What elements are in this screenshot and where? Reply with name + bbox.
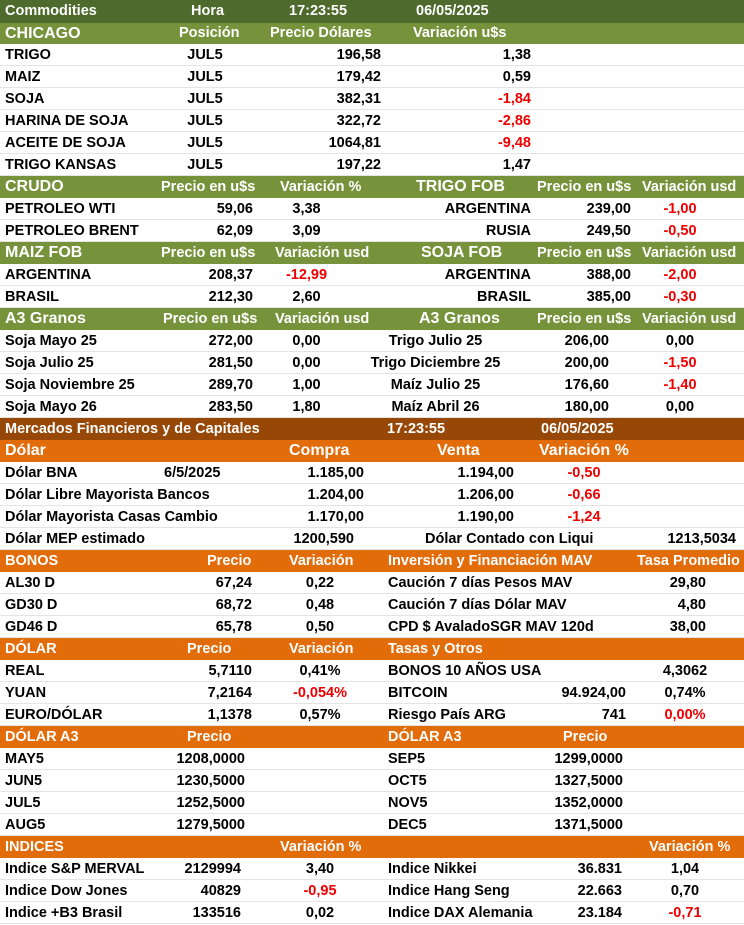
commodity-price: 1064,81 — [328, 135, 381, 151]
index-value-left: 133516 — [192, 905, 241, 921]
currency-price: 5,7110 — [208, 663, 252, 679]
a3-left-item-name: Soja Mayo 25 — [5, 333, 97, 349]
commodity-price: 382,31 — [336, 91, 381, 107]
mav-item-rate: 38,00 — [669, 619, 706, 635]
dolar-ccl-label: Dólar Contado con Liqui — [425, 531, 594, 547]
bono-price: 68,72 — [215, 597, 252, 613]
a3-left-item-variation: 0,00 — [292, 333, 321, 349]
crudo-header — [0, 176, 744, 198]
indices-row — [0, 880, 744, 902]
bonos-row — [0, 616, 744, 638]
left-item-variation: -12,99 — [285, 267, 328, 283]
mav-item-name: Caución 7 días Pesos MAV — [388, 575, 573, 591]
maiz-soja-row — [0, 264, 744, 286]
tasa-item-variation: 4,3062 — [662, 663, 708, 679]
mercados-title: Mercados Financieros y de Capitales — [5, 421, 260, 437]
dolar-venta: 1.190,00 — [457, 509, 514, 525]
index-variation-left: 0,02 — [305, 905, 335, 921]
a3-granos-col-variacion-left: Variación usd — [275, 311, 370, 327]
indices-title: INDICES — [5, 839, 64, 855]
dolar-venta: 1.194,00 — [457, 465, 514, 481]
commodity-position: JUL5 — [187, 113, 223, 129]
dolar-name: Dólar BNA — [5, 465, 78, 481]
commodity-variation: -9,48 — [497, 135, 531, 151]
left-item-name: PETROLEO BRENT — [5, 223, 139, 239]
a3-right-item-variation: -1,50 — [663, 355, 697, 371]
a3-right-item-name: Trigo Diciembre 25 — [370, 355, 501, 371]
tasa-item-value: 94.924,00 — [561, 685, 626, 701]
a3-granos-row — [0, 396, 744, 418]
commodity-position: JUL5 — [187, 91, 223, 107]
dolar-row — [0, 462, 744, 484]
a3-right-item-name: Maíz Abril 26 — [391, 399, 480, 415]
mercados-date: 06/05/2025 — [541, 421, 614, 437]
bono-variation: 0,22 — [305, 575, 335, 591]
title-bar — [0, 0, 744, 23]
left-item-price: 208,37 — [208, 267, 253, 283]
maiz-fob-title: MAIZ FOB — [5, 244, 83, 261]
dolar-a3-price-right: 1327,5000 — [554, 773, 623, 789]
chicago-row — [0, 88, 744, 110]
bono-name: GD30 D — [5, 597, 58, 613]
right-item-variation: -2,00 — [663, 267, 697, 283]
dolar-ccl-value: 1213,5034 — [667, 531, 736, 547]
mav-item-rate: 29,80 — [669, 575, 706, 591]
soja-fob-col-precio: Precio en u$s — [537, 245, 632, 261]
dolar-compra: 1.185,00 — [307, 465, 364, 481]
index-variation-right: 0,70 — [670, 883, 700, 899]
currency-variation: -0,054% — [292, 685, 347, 701]
a3-right-item-variation: -1,40 — [663, 377, 697, 393]
index-name-right: Indice DAX Alemania — [388, 905, 533, 921]
a3-left-item-name: Soja Mayo 26 — [5, 399, 97, 415]
maiz-fob-col-precio: Precio en u$s — [161, 245, 256, 261]
currency-price: 1,1378 — [207, 707, 252, 723]
commodity-name: TRIGO KANSAS — [5, 157, 117, 173]
bonos-title: BONOS — [5, 553, 59, 569]
dolar-a3-price-right: 1352,0000 — [554, 795, 623, 811]
left-item-variation: 3,38 — [292, 201, 321, 217]
left-item-variation: 2,60 — [292, 289, 321, 305]
dolar-a3-month-right: DEC5 — [388, 817, 427, 833]
trigo-fob-title: TRIGO FOB — [416, 178, 505, 195]
chicago-row — [0, 44, 744, 66]
dolar-a3-price-left: 1208,0000 — [176, 751, 245, 767]
right-item-variation: -0,30 — [663, 289, 697, 305]
a3-granos-col-precio-right: Precio en u$s — [537, 311, 632, 327]
tasa-item-name: BONOS 10 AÑOS USA — [388, 663, 542, 679]
dolar-a3-price-left: 1230,5000 — [176, 773, 245, 789]
dolar-a3-header — [0, 726, 744, 748]
title-hora-label: Hora — [191, 3, 225, 19]
index-variation-left: 3,40 — [305, 861, 335, 877]
index-name-left: Indice S&P MERVAL — [5, 861, 145, 877]
a3-right-item-price: 200,00 — [564, 355, 609, 371]
commodity-name: HARINA DE SOJA — [5, 113, 129, 129]
a3-left-item-variation: 1,80 — [292, 399, 321, 415]
index-variation-left: -0,95 — [303, 883, 337, 899]
a3-left-item-variation: 0,00 — [292, 355, 321, 371]
index-value-right: 36.831 — [577, 861, 622, 877]
commodity-position: JUL5 — [187, 157, 223, 173]
dolar-a3-title-left: DÓLAR A3 — [5, 729, 79, 745]
commodity-price: 196,58 — [336, 47, 381, 63]
currency-price: 7,2164 — [207, 685, 252, 701]
mercados-time: 17:23:55 — [387, 421, 446, 437]
a3-granos-row — [0, 352, 744, 374]
dolar-row — [0, 484, 744, 506]
dolar-a3-month-left: JUN5 — [5, 773, 43, 789]
right-item-name: BRASIL — [477, 289, 531, 305]
dolar-variacion: -0,66 — [567, 487, 601, 503]
mav-item-rate: 4,80 — [677, 597, 706, 613]
dolar-col-venta: Venta — [437, 442, 480, 459]
dolar-a3-price-right: 1299,0000 — [554, 751, 623, 767]
left-item-price: 212,30 — [208, 289, 253, 305]
indices-col-variacion-right: Variación % — [649, 839, 731, 855]
right-item-variation: -1,00 — [663, 201, 697, 217]
left-item-name: PETROLEO WTI — [5, 201, 116, 217]
left-item-name: BRASIL — [5, 289, 59, 305]
right-item-price: 385,00 — [586, 289, 631, 305]
bono-price: 67,24 — [215, 575, 252, 591]
tasa-item-name: Riesgo País ARG — [388, 707, 506, 723]
a3-left-item-name: Soja Julio 25 — [5, 355, 94, 371]
dolar-a3-month-left: MAY5 — [5, 751, 44, 767]
maiz-fob-col-variacion: Variación usd — [275, 245, 370, 261]
tasa-item-value: 741 — [601, 707, 626, 723]
currency-variation: 0,41% — [299, 663, 341, 679]
dolar2-col-precio: Precio — [187, 641, 232, 657]
chicago-row — [0, 132, 744, 154]
commodity-variation: 0,59 — [502, 69, 531, 85]
a3-left-item-price: 272,00 — [208, 333, 253, 349]
a3-left-item-name: Soja Noviembre 25 — [5, 377, 135, 393]
commodity-name: SOJA — [5, 91, 45, 107]
dolar-a3-row — [0, 748, 744, 770]
bonos-col-precio: Precio — [207, 553, 252, 569]
dolar-a3-row — [0, 814, 744, 836]
left-item-name: ARGENTINA — [5, 267, 92, 283]
dolar-mep-row — [0, 528, 744, 550]
dolar-variacion: -0,50 — [567, 465, 601, 481]
dolar2-header — [0, 638, 744, 660]
crudo-title: CRUDO — [5, 178, 64, 195]
dolar-compra: 1.170,00 — [307, 509, 364, 525]
dolar-date: 6/5/2025 — [164, 465, 221, 481]
chicago-title: CHICAGO — [5, 25, 81, 42]
index-name-right: Indice Nikkei — [388, 861, 477, 877]
dolar-a3-row — [0, 792, 744, 814]
commodity-variation: 1,47 — [502, 157, 531, 173]
currency-name: YUAN — [5, 685, 47, 701]
a3-right-item-name: Maíz Julio 25 — [390, 377, 481, 393]
index-variation-right: -0,71 — [668, 905, 702, 921]
chicago-header — [0, 23, 744, 44]
bonos-row — [0, 594, 744, 616]
indices-header — [0, 836, 744, 858]
right-item-price: 388,00 — [586, 267, 631, 283]
a3-right-item-name: Trigo Julio 25 — [388, 333, 483, 349]
dolar-name: Dólar Mayorista Casas Cambio — [5, 509, 218, 525]
a3-right-item-variation: 0,00 — [665, 333, 695, 349]
chicago-row — [0, 110, 744, 132]
maiz-soja-row — [0, 286, 744, 308]
currency-name: EURO/DÓLAR — [5, 707, 103, 723]
a3-granos-row — [0, 374, 744, 396]
index-value-left: 40829 — [200, 883, 241, 899]
chicago-row — [0, 154, 744, 176]
dolar-a3-month-left: JUL5 — [5, 795, 41, 811]
dolar-col-compra: Compra — [289, 442, 350, 459]
commodity-variation: -1,84 — [497, 91, 531, 107]
a3-granos-title-left: A3 Granos — [5, 310, 86, 327]
dolar2-row — [0, 704, 744, 726]
mav-item-name: Caución 7 días Dólar MAV — [388, 597, 567, 613]
index-name-left: Indice Dow Jones — [5, 883, 128, 899]
trigo-fob-col-variacion: Variación usd — [642, 179, 737, 195]
crudo-trigo-row — [0, 198, 744, 220]
index-value-right: 23.184 — [577, 905, 622, 921]
tasa-item-variation: 0,74% — [664, 685, 706, 701]
right-item-name: ARGENTINA — [444, 267, 531, 283]
dolar2-row — [0, 660, 744, 682]
commodity-price: 322,72 — [336, 113, 381, 129]
a3-right-item-variation: 0,00 — [665, 399, 695, 415]
dolar-mep-label: Dólar MEP estimado — [5, 531, 145, 547]
right-item-variation: -0,50 — [663, 223, 697, 239]
a3-right-item-price: 176,60 — [564, 377, 609, 393]
bonos-col-variacion: Variación — [289, 553, 354, 569]
chicago-col-precio: Precio Dólares — [270, 25, 372, 41]
a3-granos-col-precio-left: Precio en u$s — [163, 311, 258, 327]
commodity-variation: -2,86 — [497, 113, 531, 129]
chicago-col-variacion: Variación u$s — [413, 25, 507, 41]
mav-item-name: CPD $ AvaladoSGR MAV 120d — [388, 619, 594, 635]
dolar-col-variacion: Variación % — [539, 442, 629, 459]
dolar-a3-month-right: NOV5 — [388, 795, 428, 811]
left-item-price: 62,09 — [216, 223, 253, 239]
title-time: 17:23:55 — [289, 3, 348, 19]
maiz-soja-header — [0, 242, 744, 264]
dolar-a3-col-precio-right: Precio — [563, 729, 608, 745]
crudo-col-precio: Precio en u$s — [161, 179, 256, 195]
bono-price: 65,78 — [215, 619, 252, 635]
tasa-item-variation: 0,00% — [664, 707, 706, 723]
dolar-a3-price-right: 1371,5000 — [554, 817, 623, 833]
a3-granos-col-variacion-right: Variación usd — [642, 311, 737, 327]
dolar-a3-price-left: 1279,5000 — [176, 817, 245, 833]
dolar-variacion: -1,24 — [567, 509, 601, 525]
right-item-price: 239,00 — [586, 201, 631, 217]
mav-col-tasa: Tasa Promedio — [637, 553, 740, 569]
dolar-title: Dólar — [5, 442, 46, 459]
right-item-name: RUSIA — [485, 223, 531, 239]
right-item-name: ARGENTINA — [444, 201, 531, 217]
currency-variation: 0,57% — [299, 707, 341, 723]
chicago-col-posicion: Posición — [179, 25, 240, 41]
dolar-name: Dólar Libre Mayorista Bancos — [5, 487, 210, 503]
dolar-a3-title-right: DÓLAR A3 — [388, 729, 462, 745]
tasa-item-name: BITCOIN — [388, 685, 448, 701]
index-name-left: Indice +B3 Brasil — [5, 905, 123, 921]
commodity-price: 197,22 — [336, 157, 381, 173]
dolar2-row — [0, 682, 744, 704]
indices-row — [0, 858, 744, 880]
dolar-a3-row — [0, 770, 744, 792]
title-date: 06/05/2025 — [416, 3, 489, 19]
a3-granos-row — [0, 330, 744, 352]
bonos-header — [0, 550, 744, 572]
chicago-row — [0, 66, 744, 88]
a3-left-item-price: 281,50 — [208, 355, 253, 371]
dolar2-col-variacion: Variación — [289, 641, 354, 657]
index-variation-right: 1,04 — [670, 861, 700, 877]
indices-col-variacion-left: Variación % — [280, 839, 362, 855]
tasas-title: Tasas y Otros — [388, 641, 483, 657]
currency-name: REAL — [5, 663, 45, 679]
commodity-variation: 1,38 — [502, 47, 531, 63]
a3-left-item-price: 283,50 — [208, 399, 253, 415]
indices-row — [0, 902, 744, 924]
dolar-a3-col-precio-left: Precio — [187, 729, 232, 745]
soja-fob-col-variacion: Variación usd — [642, 245, 737, 261]
a3-left-item-variation: 1,00 — [292, 377, 321, 393]
commodity-position: JUL5 — [187, 69, 223, 85]
a3-right-item-price: 180,00 — [564, 399, 609, 415]
dolar-row — [0, 506, 744, 528]
a3-granos-title-right: A3 Granos — [419, 310, 500, 327]
bono-variation: 0,50 — [305, 619, 335, 635]
a3-right-item-price: 206,00 — [564, 333, 609, 349]
bono-name: GD46 D — [5, 619, 58, 635]
dolar-mep-value: 1200,590 — [293, 531, 354, 547]
dolar-a3-month-right: OCT5 — [388, 773, 427, 789]
index-value-right: 22.663 — [577, 883, 622, 899]
bono-name: AL30 D — [5, 575, 55, 591]
a3-left-item-price: 289,70 — [208, 377, 253, 393]
commodity-price: 179,42 — [336, 69, 381, 85]
title-commodities: Commodities — [5, 3, 97, 19]
left-item-variation: 3,09 — [292, 223, 321, 239]
soja-fob-title: SOJA FOB — [421, 244, 503, 261]
crudo-col-variacion: Variación % — [280, 179, 362, 195]
crudo-trigo-row — [0, 220, 744, 242]
right-item-price: 249,50 — [586, 223, 631, 239]
index-name-right: Indice Hang Seng — [388, 883, 510, 899]
commodity-name: ACEITE DE SOJA — [5, 135, 126, 151]
bonos-row — [0, 572, 744, 594]
dolar-header — [0, 440, 744, 462]
a3-granos-header — [0, 308, 744, 330]
left-item-price: 59,06 — [216, 201, 253, 217]
dolar-compra: 1.204,00 — [307, 487, 364, 503]
dolar-a3-price-left: 1252,5000 — [176, 795, 245, 811]
commodity-name: MAIZ — [5, 69, 41, 85]
commodity-position: JUL5 — [187, 47, 223, 63]
index-value-left: 2129994 — [184, 861, 241, 877]
dolar-a3-month-left: AUG5 — [5, 817, 46, 833]
dolar2-title: DÓLAR — [5, 641, 57, 657]
commodity-name: TRIGO — [5, 47, 51, 63]
mav-title: Inversión y Financiación MAV — [388, 553, 593, 569]
commodity-position: JUL5 — [187, 135, 223, 151]
dolar-venta: 1.206,00 — [457, 487, 514, 503]
dolar-a3-month-right: SEP5 — [388, 751, 426, 767]
bono-variation: 0,48 — [305, 597, 335, 613]
mercados-header — [0, 418, 744, 440]
trigo-fob-col-precio: Precio en u$s — [537, 179, 632, 195]
